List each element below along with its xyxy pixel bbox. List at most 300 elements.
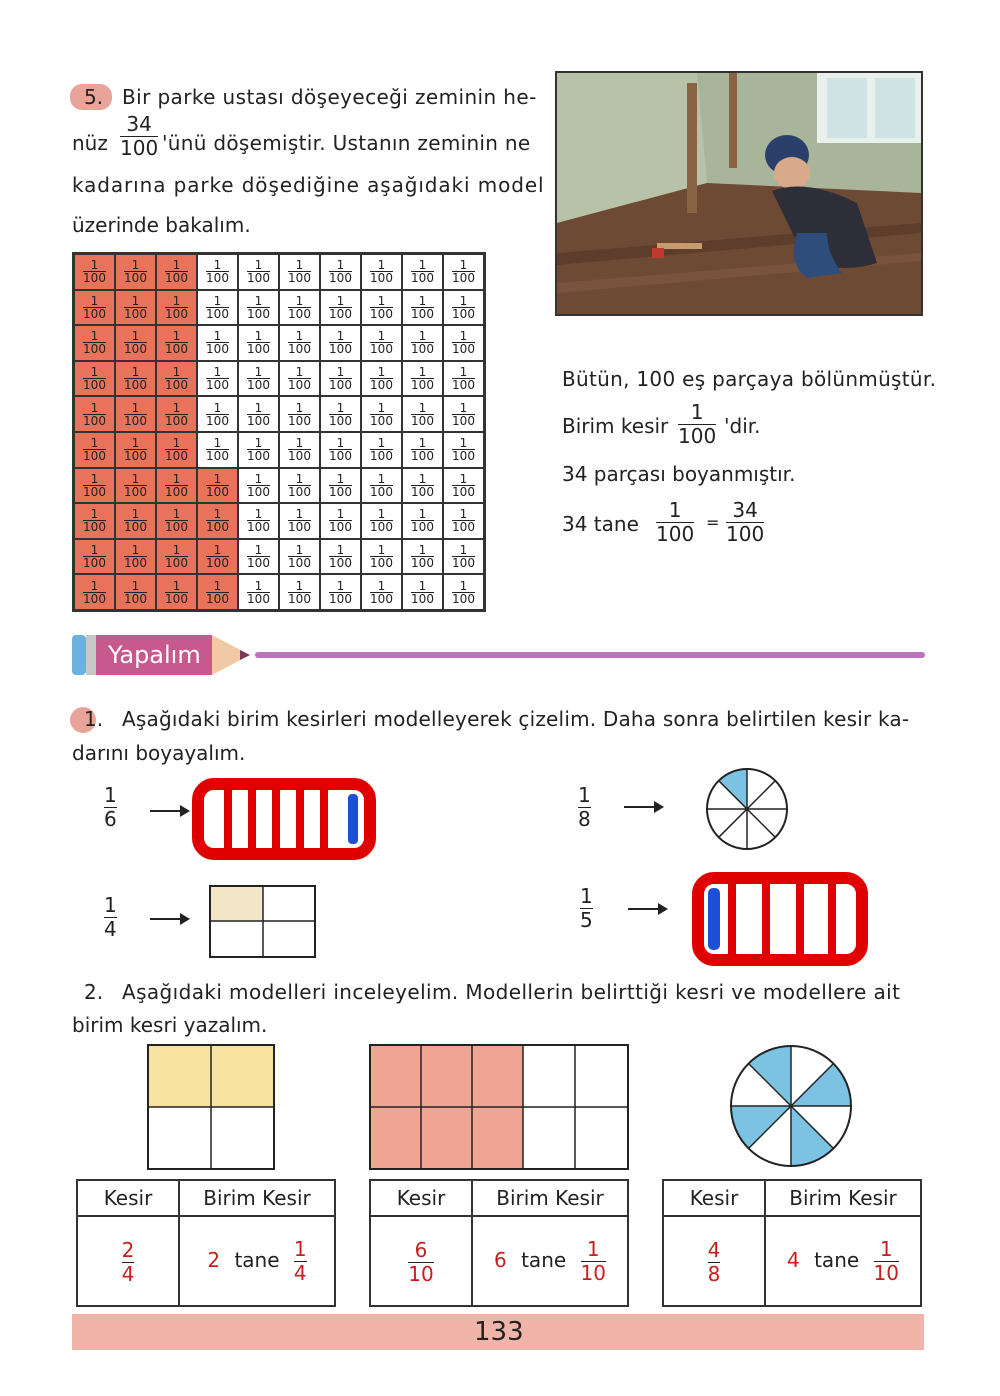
- fraction-denominator: 100: [247, 484, 270, 499]
- cell-fraction: [83, 473, 106, 498]
- cell-fraction: [370, 473, 393, 498]
- fraction-numerator: 1: [293, 1236, 307, 1261]
- cell-fraction: [247, 508, 270, 533]
- grid-cell: [74, 396, 115, 432]
- cell-fraction: [329, 508, 352, 533]
- model-quarters-yellow: [146, 1043, 276, 1171]
- grid-cell: [443, 361, 484, 397]
- grid-cell: [320, 503, 361, 539]
- cell-fraction: [329, 330, 352, 355]
- fraction-numerator: 1: [172, 400, 181, 415]
- cell-fraction: [206, 402, 229, 427]
- answer-table: [76, 1179, 336, 1307]
- cell-fraction: [452, 508, 475, 533]
- grid-cell: [197, 432, 238, 468]
- grid-cell: [197, 574, 238, 610]
- fraction-numerator: 1: [131, 329, 140, 344]
- fraction-numerator: 1: [131, 436, 140, 451]
- cell-fraction: [247, 259, 270, 284]
- question1-text-line1: Aşağıdaki birim kesirleri modelleyerek çizelim. Daha sonra belirtilen kesir ka-: [122, 707, 910, 731]
- header-birim-kesir: Birim Kesir: [765, 1180, 921, 1216]
- question1-text-line2: darını boyayalım.: [72, 741, 246, 765]
- fraction-numerator: 1: [254, 543, 263, 558]
- grid-cell: [197, 468, 238, 504]
- fraction-numerator: 1: [459, 400, 468, 415]
- grid-cell: [238, 468, 279, 504]
- fraction-numerator: 1: [418, 293, 427, 308]
- grid-cell: [74, 574, 115, 610]
- cell-fraction: [124, 402, 147, 427]
- fraction-denominator: 100: [411, 271, 434, 286]
- cell-fraction: [329, 580, 352, 605]
- grid-cell: [402, 503, 443, 539]
- arrow-icon: [150, 810, 188, 812]
- fraction-numerator: 1: [336, 293, 345, 308]
- header-kesir: Kesir: [663, 1180, 765, 1216]
- answer-fraction: [408, 1237, 434, 1286]
- grid-cell: [197, 290, 238, 326]
- fraction-numerator: 1: [336, 258, 345, 273]
- fraction-denominator: 100: [206, 378, 229, 393]
- cell-fraction: [411, 437, 434, 462]
- cell-fraction: [288, 544, 311, 569]
- fraction-numerator: 1: [295, 293, 304, 308]
- fraction-denominator: 10: [408, 1261, 434, 1286]
- fraction-denominator: 100: [329, 378, 352, 393]
- cell-fraction: [124, 330, 147, 355]
- cell-fraction: [288, 402, 311, 427]
- fraction-numerator: 1: [336, 578, 345, 593]
- cell-fraction: [288, 580, 311, 605]
- explanation-fraction-1: [656, 500, 694, 545]
- grid-cell: [443, 503, 484, 539]
- fraction-numerator: 1: [459, 365, 468, 380]
- fraction-denominator: 100: [329, 556, 352, 571]
- grid-cell: [402, 539, 443, 575]
- fraction-denominator: 100: [370, 520, 393, 535]
- fraction-denominator: 100: [206, 306, 229, 321]
- cell-fraction: [247, 402, 270, 427]
- fraction-denominator: 100: [329, 342, 352, 357]
- grid-cell: [402, 290, 443, 326]
- cell-fraction: [206, 508, 229, 533]
- cell-fraction: [370, 330, 393, 355]
- fraction-denominator: 100: [247, 449, 270, 464]
- problem5-line2-post: 'ünü döşemiştir. Ustanın zeminin ne: [162, 131, 531, 155]
- grid-cell: [74, 539, 115, 575]
- fraction-numerator: 1: [172, 258, 181, 273]
- grid-cell: [74, 290, 115, 326]
- grid-cell: [238, 290, 279, 326]
- grid-cell: [115, 539, 156, 575]
- fraction-numerator: 1: [295, 578, 304, 593]
- grid-cell: [443, 325, 484, 361]
- cell-fraction: [288, 295, 311, 320]
- fraction-numerator: 1: [213, 258, 222, 273]
- fraction-numerator: 1: [295, 365, 304, 380]
- answer-unit-fraction: [580, 1236, 606, 1285]
- fraction-denominator: 100: [329, 449, 352, 464]
- fraction-numerator: 1: [377, 578, 386, 593]
- cell-fraction: [206, 330, 229, 355]
- fraction-denominator: 100: [206, 449, 229, 464]
- fraction-numerator: 1: [459, 471, 468, 486]
- grid-cell: [320, 432, 361, 468]
- cell-fraction: [165, 366, 188, 391]
- grid-cell: [115, 254, 156, 290]
- grid-cell: [156, 503, 197, 539]
- fraction-numerator: 1: [336, 329, 345, 344]
- fraction-denominator: 100: [329, 413, 352, 428]
- fraction-numerator: 1: [418, 400, 427, 415]
- problem5-line4: üzerinde bakalım.: [72, 213, 251, 237]
- fraction-numerator: 1: [418, 258, 427, 273]
- grid-cell: [320, 254, 361, 290]
- cell-fraction: [288, 366, 311, 391]
- fraction-denominator: 100: [206, 413, 229, 428]
- fraction-denominator: 4: [121, 1261, 135, 1286]
- parquet-worker-photo: [555, 71, 923, 316]
- model-eighths-circle: [728, 1043, 854, 1169]
- fraction-numerator: 1: [336, 543, 345, 558]
- fraction-denominator: 100: [452, 556, 475, 571]
- cell-fraction: [370, 366, 393, 391]
- fraction-denominator: 100: [452, 271, 475, 286]
- grid-cell: [115, 574, 156, 610]
- fraction-denominator: 100: [329, 484, 352, 499]
- grid-cell: [320, 361, 361, 397]
- fraction-numerator: 1: [418, 471, 427, 486]
- fraction-numerator: 1: [131, 293, 140, 308]
- fraction-numerator: 1: [459, 507, 468, 522]
- fraction-denominator: 100: [411, 342, 434, 357]
- fraction-numerator: 1: [418, 543, 427, 558]
- cell-fraction: [206, 473, 229, 498]
- fraction-denominator: 6: [104, 807, 117, 831]
- fraction-numerator: 1: [254, 400, 263, 415]
- fraction-numerator: 1: [690, 400, 704, 424]
- fraction-numerator: 1: [459, 543, 468, 558]
- fraction-numerator: 1: [172, 293, 181, 308]
- banner-line: [255, 652, 925, 658]
- cell-fraction: [83, 437, 106, 462]
- cell-fraction: [83, 580, 106, 605]
- grid-cell: [238, 539, 279, 575]
- fraction-numerator: 1: [172, 365, 181, 380]
- fraction-numerator: 1: [377, 293, 386, 308]
- cell-fraction: [83, 366, 106, 391]
- problem-number: 5.: [84, 85, 104, 109]
- fraction-denominator: 100: [124, 484, 147, 499]
- grid-cell: [443, 396, 484, 432]
- fraction-denominator: 10: [580, 1260, 606, 1285]
- fraction-numerator: 4: [707, 1237, 721, 1262]
- grid-cell: [156, 325, 197, 361]
- fraction-numerator: 1: [254, 329, 263, 344]
- cell-fraction: [165, 402, 188, 427]
- fraction-numerator: 1: [336, 507, 345, 522]
- fraction-numerator: 1: [377, 543, 386, 558]
- fraction-denominator: 100: [120, 136, 159, 160]
- fraction-numerator: 1: [336, 471, 345, 486]
- cell-fraction: [206, 259, 229, 284]
- fraction-denominator: 100: [370, 556, 393, 571]
- fraction-denominator: 100: [124, 378, 147, 393]
- grid-cell: [402, 574, 443, 610]
- cell-fraction: [124, 544, 147, 569]
- fraction-denominator: 100: [452, 484, 475, 499]
- fraction-denominator: 100: [206, 520, 229, 535]
- fraction-numerator: 1: [213, 471, 222, 486]
- fraction-numerator: 1: [90, 329, 99, 344]
- fraction-denominator: 100: [247, 378, 270, 393]
- fraction-denominator: 100: [83, 449, 106, 464]
- fraction-denominator: 100: [411, 449, 434, 464]
- fraction-numerator: 1: [213, 293, 222, 308]
- fraction-denominator: 100: [678, 424, 717, 448]
- cell-fraction: [165, 295, 188, 320]
- q1-fraction-1-5: [580, 886, 593, 931]
- cell-fraction: [83, 508, 106, 533]
- grid-cell: [402, 325, 443, 361]
- cell-fraction: [452, 473, 475, 498]
- fraction-numerator: 1: [254, 507, 263, 522]
- cell-fraction: [370, 437, 393, 462]
- fraction-numerator: 1: [131, 578, 140, 593]
- cell-fraction: [247, 544, 270, 569]
- fraction-denominator: 100: [165, 591, 188, 606]
- fraction-denominator: 100: [124, 556, 147, 571]
- drawn-sixths-model: [190, 776, 380, 866]
- fraction-denominator: 100: [329, 591, 352, 606]
- grid-cell: [238, 432, 279, 468]
- q1-fraction-1-4: [104, 895, 117, 940]
- grid-cell: [74, 468, 115, 504]
- cell-fraction: [247, 330, 270, 355]
- fraction-numerator: 1: [131, 258, 140, 273]
- fraction-denominator: 100: [452, 413, 475, 428]
- grid-cell: [402, 396, 443, 432]
- fraction-denominator: 100: [370, 378, 393, 393]
- fraction-denominator: 100: [83, 520, 106, 535]
- grid-cell: [361, 254, 402, 290]
- fraction-numerator: 1: [377, 258, 386, 273]
- fraction-denominator: 100: [83, 342, 106, 357]
- fraction-denominator: 100: [165, 271, 188, 286]
- fraction-numerator: 1: [578, 783, 591, 807]
- fraction-numerator: 1: [459, 329, 468, 344]
- fraction-denominator: 8: [578, 807, 591, 831]
- cell-fraction: [165, 259, 188, 284]
- fraction-numerator: 1: [90, 507, 99, 522]
- grid-cell: [156, 574, 197, 610]
- fraction-numerator: 1: [377, 471, 386, 486]
- fraction-denominator: 100: [452, 520, 475, 535]
- grid-cell: [361, 468, 402, 504]
- cell-fraction: [165, 473, 188, 498]
- cell-fraction: [288, 508, 311, 533]
- fraction-denominator: 100: [247, 306, 270, 321]
- fraction-numerator: 1: [104, 893, 117, 917]
- cell-fraction: [329, 473, 352, 498]
- fraction-denominator: 100: [165, 342, 188, 357]
- grid-cell: [238, 503, 279, 539]
- fraction-denominator: 100: [288, 271, 311, 286]
- fraction-numerator: 1: [336, 400, 345, 415]
- fraction-numerator: 1: [90, 578, 99, 593]
- grid-cell: [74, 503, 115, 539]
- fraction-numerator: 1: [377, 436, 386, 451]
- fraction-denominator: 100: [370, 306, 393, 321]
- cell-fraction: [329, 544, 352, 569]
- grid-cell: [197, 396, 238, 432]
- grid-cell: [238, 574, 279, 610]
- explanation-line1: Bütün, 100 eş parçaya bölünmüştür.: [562, 367, 937, 391]
- fraction-numerator: 1: [295, 471, 304, 486]
- grid-cell: [402, 254, 443, 290]
- fraction-numerator: 34: [732, 498, 758, 522]
- grid-cell: [443, 539, 484, 575]
- yapalim-label: Yapalım: [108, 641, 201, 669]
- fraction-numerator: 1: [172, 436, 181, 451]
- cell-fraction: [83, 295, 106, 320]
- cell-fraction: [165, 544, 188, 569]
- fraction-numerator: 1: [295, 436, 304, 451]
- grid-cell: [279, 361, 320, 397]
- fraction-numerator: 1: [377, 365, 386, 380]
- fraction-numerator: 1: [90, 293, 99, 308]
- fraction-denominator: 100: [329, 271, 352, 286]
- cell-fraction: [165, 580, 188, 605]
- fraction-denominator: 100: [452, 306, 475, 321]
- cell-fraction: [206, 366, 229, 391]
- tane-label: tane: [521, 1247, 567, 1272]
- problem5-fraction: [120, 114, 158, 159]
- fraction-denominator: 100: [247, 342, 270, 357]
- fraction-denominator: 100: [247, 520, 270, 535]
- cell-fraction: [124, 508, 147, 533]
- grid-cell: [361, 574, 402, 610]
- grid-cell: [156, 539, 197, 575]
- grid-cell: [115, 325, 156, 361]
- grid-cell: [443, 574, 484, 610]
- cell-fraction: [206, 437, 229, 462]
- fraction-numerator: 1: [172, 471, 181, 486]
- fraction-numerator: 1: [104, 783, 117, 807]
- problem5-line1: Bir parke ustası döşeyeceği zeminin he-: [122, 85, 537, 109]
- cell-fraction: [452, 330, 475, 355]
- question1-number: 1.: [84, 707, 104, 731]
- fraction-denominator: 100: [124, 413, 147, 428]
- cell-fraction: [288, 330, 311, 355]
- grid-cell: [361, 361, 402, 397]
- grid-cell: [279, 325, 320, 361]
- fraction-numerator: 1: [213, 436, 222, 451]
- grid-cell: [156, 361, 197, 397]
- cell-fraction: [411, 473, 434, 498]
- cell-fraction: [165, 437, 188, 462]
- fraction-numerator: 1: [254, 258, 263, 273]
- fraction-denominator: 100: [411, 556, 434, 571]
- cell-fraction: [452, 580, 475, 605]
- fraction-denominator: 100: [83, 271, 106, 286]
- fraction-denominator: 100: [206, 484, 229, 499]
- fraction-denominator: 100: [329, 306, 352, 321]
- fraction-denominator: 100: [452, 378, 475, 393]
- grid-cell: [361, 396, 402, 432]
- fraction-numerator: 1: [254, 578, 263, 593]
- cell-fraction: [288, 473, 311, 498]
- cell-fraction: [452, 544, 475, 569]
- question2-number: 2.: [84, 980, 104, 1004]
- fraction-denominator: 100: [288, 556, 311, 571]
- fraction-numerator: 6: [414, 1237, 428, 1262]
- cell-fraction: [247, 580, 270, 605]
- fraction-denominator: 100: [165, 306, 188, 321]
- fraction-numerator: 1: [459, 258, 468, 273]
- cell-fraction: [370, 295, 393, 320]
- cell-fraction: [247, 295, 270, 320]
- fraction-numerator: 1: [295, 258, 304, 273]
- problem5-line2-pre: nüz: [72, 131, 108, 155]
- cell-fraction: [288, 437, 311, 462]
- fraction-denominator: 100: [452, 591, 475, 606]
- fraction-denominator: 100: [411, 591, 434, 606]
- explanation-line3: 34 parçası boyanmıştır.: [562, 462, 796, 486]
- grid-cell: [443, 290, 484, 326]
- grid-cell: [320, 396, 361, 432]
- fraction-denominator: 100: [83, 413, 106, 428]
- answer-fraction: [707, 1237, 721, 1286]
- fraction-numerator: 1: [172, 543, 181, 558]
- grid-cell: [361, 503, 402, 539]
- grid-cell: [115, 432, 156, 468]
- fraction-numerator: 1: [90, 365, 99, 380]
- cell-fraction: [370, 402, 393, 427]
- answer-table: [662, 1179, 922, 1307]
- grid-cell: [279, 574, 320, 610]
- fraction-denominator: 100: [165, 484, 188, 499]
- arrow-icon: [150, 918, 188, 920]
- grid-cell: [279, 396, 320, 432]
- explanation-line2-post: 'dir.: [724, 414, 761, 438]
- fraction-numerator: 1: [459, 436, 468, 451]
- fraction-denominator: 100: [411, 378, 434, 393]
- fraction-denominator: 100: [370, 413, 393, 428]
- fraction-denominator: 100: [726, 522, 765, 546]
- fraction-numerator: 1: [172, 329, 181, 344]
- fraction-denominator: 100: [206, 271, 229, 286]
- fraction-denominator: 100: [411, 520, 434, 535]
- fraction-numerator: 1: [668, 498, 682, 522]
- equals-sign: =: [706, 513, 720, 532]
- fraction-denominator: 100: [288, 378, 311, 393]
- fraction-numerator: 1: [213, 329, 222, 344]
- fraction-denominator: 100: [124, 520, 147, 535]
- fraction-numerator: 1: [418, 436, 427, 451]
- fraction-numerator: 1: [213, 507, 222, 522]
- cell-fraction: [411, 330, 434, 355]
- fraction-denominator: 10: [873, 1260, 899, 1285]
- cell-fraction: [370, 580, 393, 605]
- grid-cell: [238, 325, 279, 361]
- fraction-numerator: 1: [131, 400, 140, 415]
- fraction-denominator: 100: [452, 342, 475, 357]
- fraction-numerator: 1: [213, 400, 222, 415]
- fraction-denominator: 100: [124, 449, 147, 464]
- grid-cell: [402, 361, 443, 397]
- cell-fraction: [206, 295, 229, 320]
